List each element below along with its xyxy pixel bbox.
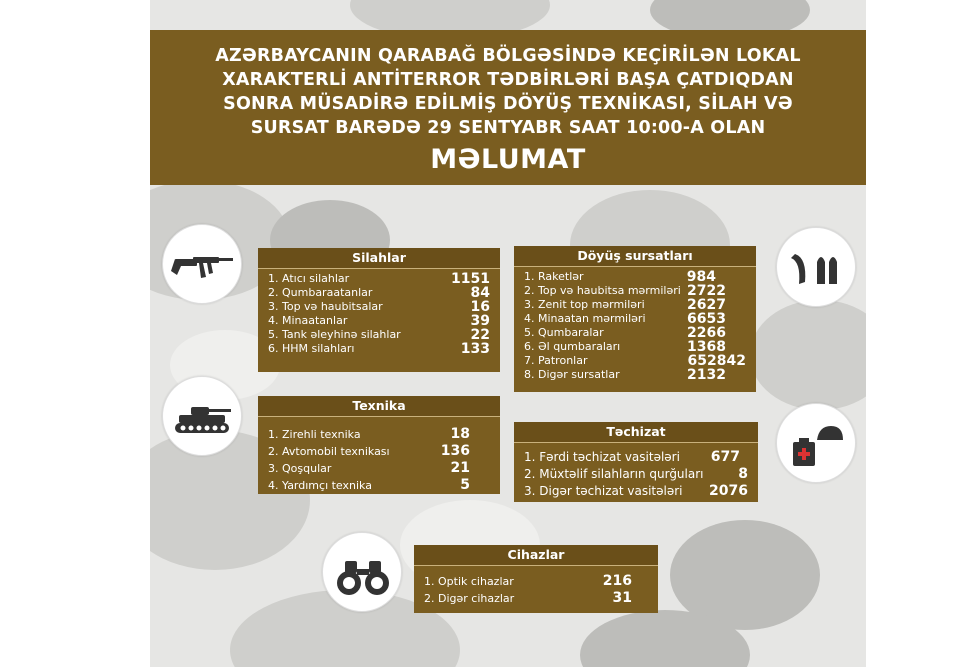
- header-line-4: SURSAT BARƏDƏ 29 SENTYABR SAAT 10:00-A OLAN: [250, 118, 766, 138]
- sursatlar-panel: [514, 246, 756, 392]
- list-item: 5. Tank əleyhinə silahlar 22: [268, 327, 490, 343]
- list-item: 2. Top və haubitsa mərmiləri 2722: [524, 283, 726, 299]
- techizat-title: Təchizat: [514, 422, 758, 443]
- header-line-3: SONRA MÜSADİRƏ EDİLMİŞ DÖYÜŞ TEXNİKASI, SİLAH VƏ: [223, 94, 793, 114]
- list-item: 1. Zirehli texnika 18: [268, 426, 470, 442]
- list-item: 3. Qoşqular 21: [268, 460, 470, 476]
- list-item: 3. Top və haubitsalar 16: [268, 299, 490, 315]
- list-item: 2. Avtomobil texnikası 136: [268, 443, 470, 459]
- list-item: 2. Müxtəlif silahların qurğuları 8: [524, 466, 748, 482]
- list-item: 3. Zenit top mərmiləri 2627: [524, 297, 726, 313]
- header-line-1: AZƏRBAYCANIN QARABAĞ BÖLGƏSİNDƏ KEÇİRİLƏN LOKAL: [215, 46, 801, 66]
- list-item: 6. Əl qumbaraları 1368: [524, 339, 726, 355]
- list-item: 7. Patronlar 652842: [524, 353, 746, 369]
- rifle-icon: [162, 224, 242, 304]
- list-item: 3. Digər təchizat vasitələri 2076: [524, 483, 748, 499]
- list-item: 6. HHM silahları 133: [268, 341, 490, 357]
- silahlar-panel: [258, 248, 500, 372]
- list-item: 2. Qumbaraatanlar 84: [268, 285, 490, 301]
- texnika-title: Texnika: [258, 396, 500, 417]
- list-item: 4. Minaatanlar 39: [268, 313, 490, 329]
- list-item: 1. Atıcı silahlar 1151: [268, 271, 490, 287]
- cihazlar-panel: [414, 545, 658, 613]
- tank-icon: [162, 376, 242, 456]
- list-item: 4. Minaatan mərmiləri 6653: [524, 311, 726, 327]
- sursatlar-title: Döyüş sursatları: [514, 246, 756, 267]
- list-item: 4. Yardımçı texnika 5: [268, 477, 470, 493]
- list-item: 1. Raketlər 984: [524, 269, 716, 285]
- ammunition-icon: [776, 227, 856, 307]
- header-title: MƏLUMAT: [430, 144, 586, 175]
- list-item: 5. Qumbaralar 2266: [524, 325, 726, 341]
- list-item: 8. Digər sursatlar 2132: [524, 367, 726, 383]
- binoculars-icon: [322, 532, 402, 612]
- list-item: 1. Fərdi təchizat vasitələri 677: [524, 449, 740, 465]
- cihazlar-title: Cihazlar: [414, 545, 658, 566]
- texnika-panel: [258, 396, 500, 494]
- list-item: 2. Digər cihazlar 31: [424, 590, 632, 606]
- silahlar-title: Silahlar: [258, 248, 500, 269]
- list-item: 1. Optik cihazlar 216: [424, 573, 632, 589]
- helmet-medkit-icon: [776, 403, 856, 483]
- header-banner: [150, 30, 866, 185]
- header-line-2: XARAKTERLİ ANTİTERROR TƏDBİRLƏRİ BAŞA ÇATDIQDAN: [222, 70, 794, 90]
- techizat-panel: [514, 422, 758, 502]
